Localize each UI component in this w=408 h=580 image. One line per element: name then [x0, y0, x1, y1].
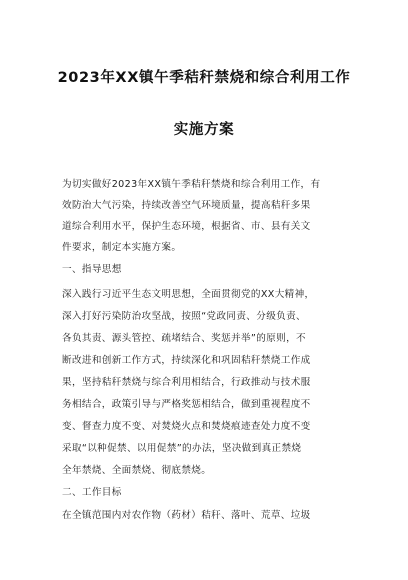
intro-line-2: 效防治大气污染，持续改善空气环境质量，提高秸秆多果 [62, 200, 311, 211]
section1-line-1: 深入践行习近平生态文明思想，全面贯彻党的XX大精神， [62, 289, 315, 300]
intro-line-4: 件要求，制定本实施方案。 [62, 242, 182, 253]
section2-heading: 二、工作目标 [62, 487, 122, 498]
document-title-line2: 实施方案 [173, 122, 235, 138]
section1-line-4: 断改进和创新工作方式，持续深化和巩固秸秆禁烧工作成 [62, 355, 311, 366]
section1-line-7: 变、督查力度不变、对焚烧火点和焚烧痕迹查处力度不变 [62, 421, 311, 432]
intro-line-3: 道综合利用水平，保护生态环境，根据省、市、县有关文 [62, 221, 311, 232]
section2-line-1: 在全镇范围内对农作物（药材）秸秆、落叶、荒草、垃圾 [62, 510, 311, 521]
section1-line-5: 果，坚持秸秆禁烧与综合利用相结合，行政推动与技术服 [62, 377, 311, 388]
section1-heading: 一、指导思想 [62, 264, 122, 275]
document-title-line1: 2023年XX镇午季秸秆禁烧和综合利用工作 [57, 70, 351, 86]
section1-line-3: 各负其责、源头管控、疏堵结合、奖惩并举”的原则，不 [62, 333, 306, 344]
section1-line-8: 采取“以种促禁、以用促禁”的办法，坚决做到真正禁烧 [62, 443, 302, 454]
section1-line-9: 全年禁烧、全面禁烧、彻底禁烧。 [62, 465, 212, 476]
intro-line-1: 为切实做好2023年XX镇午季秸秆禁烧和综合利用工作，有 [62, 179, 321, 190]
section1-line-6: 务相结合，政策引导与严格奖惩相结合，做到重视程度不 [62, 399, 311, 410]
section1-line-2: 深入打好污染防治攻坚战，按照“党政同责、分级负责、 [62, 311, 306, 322]
